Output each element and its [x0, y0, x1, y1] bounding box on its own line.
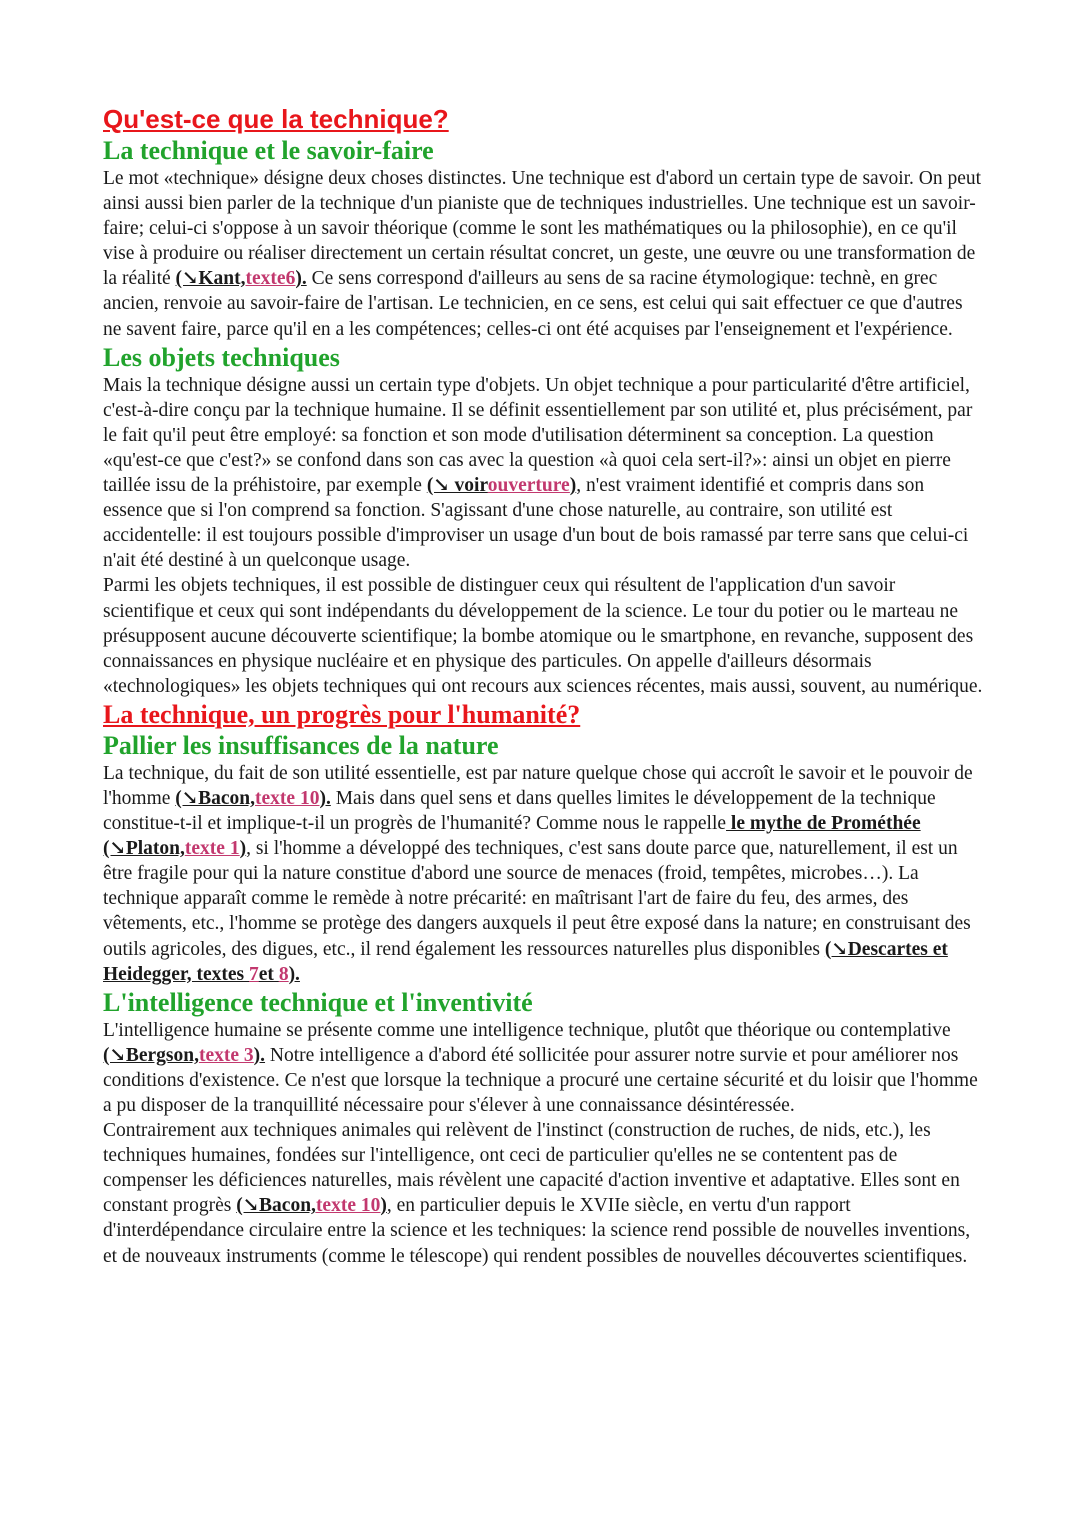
link-texte6[interactable]: texte6 [245, 268, 296, 290]
ref-bergson[interactable]: (↘Bergson,texte 3). [103, 1044, 266, 1066]
ref-bacon[interactable]: (↘Bacon,texte 10). [175, 787, 331, 809]
paragraph-text: La technique, du fait de son utilité essentielle, est par nature quelque chose qui accroît le savoir et le pouvoir de l'homme [103, 762, 973, 809]
paragraph-objets [103, 373, 983, 574]
heading-savoir-faire: La technique et le savoir-faire [103, 136, 434, 165]
section-title-technique: Qu'est-ce que la technique? [103, 104, 449, 134]
heading-objets-techniques: Les objets techniques [103, 342, 340, 372]
ref-descartes-heidegger[interactable]: (↘Descartes et Heidegger, textes 7et 8). [103, 938, 948, 985]
section-title-progres: La technique, un progrès pour l'humanité? [103, 699, 581, 729]
paragraph-text: Ce sens correspond d'ailleurs au sens de sa racine étymologique: technè, en grec ancien, renvoie au savoir-faire de l'artisan. Le technicien, en ce sens, est celui qui sait effectuer ce que d'autres ne savent faire, parce qu'il en a les compétences; celles-ci ont été acquises par l'enseignement et l'expérience. [103, 268, 963, 340]
ref-mythe-promethee[interactable]: le mythe de Prométhée [726, 813, 921, 835]
ref-platon[interactable]: (↘Platon,texte 1) [103, 838, 247, 860]
paragraph-text: Le mot «technique» désigne deux choses distinctes. Une technique est d'abord un certain type de savoir. On peut ainsi aussi bien parler de la technique d'un pianiste que de techniques industrielles. Une technique est un savoir-faire; celui-ci s'oppose à un savoir théorique (comme le sont les mathématiques ou la philosophie), en ce qu'il vise à produire ou réaliser directement un certain résultat concret, un geste, une œuvre ou une transformation de la réalité [103, 168, 982, 290]
link-texte10-2[interactable]: texte 10 [315, 1195, 381, 1217]
paragraph-text: Mais la technique désigne aussi un certain type d'objets. Un objet technique a pour particularité d'être artificiel, c'est-à-dire conçu par la technique humaine. Il se définit essentiellement par son utilité et, plus précisément, par le fait qu'il peut être employé: sa fonction et son mode d'utilisation déterminent sa conception. La question «qu'est-ce que c'est?» se confond dans son cas avec la question «à quoi cela sert-il?»: ainsi un objet en pierre taillée issu de la préhistoire, par exemple [103, 374, 973, 497]
link-texte10[interactable]: texte 10 [255, 787, 320, 809]
paragraph-text: , n'est vraiment identifié et compris dans son essence que si l'on comprend sa fonction. S'agissant d'une chose naturelle, au contraire, son utilité est accidentelle: il est toujours possible d'improviser un usage d'un bout de bois ramassé par terre sans que celui-ci n'ait été destiné à un quelconque usage. [103, 475, 969, 572]
paragraph-text: , en particulier depuis le XVIIe siècle, en vertu d'un rapport d'interdépendance circulaire entre la science et les techniques: la science rend possible de nouvelles inventions, et de nouveaux instruments (comme le télescope) qui rendent possibles de nouvelles découvertes scientifiques. [103, 1195, 971, 1267]
heading-intelligence: L'intelligence technique et l'inventivité [103, 987, 533, 1017]
document-page [103, 104, 983, 1269]
paragraph-text: , si l'homme a développé des techniques, c'est sans doute parce que, naturellement, il est un être fragile pour qui la nature constitue d'abord une source de menaces (froid, tempêtes, microbes…). La technique apparaît comme le remède à notre précarité: en maîtrisant l'art de faire du feu, des armes, des vêtements, etc., l'homme se protège des dangers auxquels il peut être exposé dans la nature; en construisant des outils agricoles, des digues, etc., il rend également les ressources naturelles plus disponibles [103, 838, 971, 960]
paragraph-text: Mais dans quel sens et dans quelles limites le développement de la technique constitue-t-il et implique-t-il un progrès de l'humanité? Comme nous le rappelle [103, 787, 936, 835]
paragraph-technologiques: Parmi les objets techniques, il est possible de distinguer ceux qui résultent de l'application d'un savoir scientifique et ceux qui sont indépendants du développement de la science. Le tour du potier ou le marteau ne présupposent aucune découverte scientifique; la bombe atomique ou le smartphone, en revanche, supposent des connaissances en physique nucléaire et en physique des particules. On appelle d'ailleurs désormais «technologiques» les objets techniques qui ont recours aux sciences récentes, mais aussi, souvent, au numérique. [103, 575, 983, 697]
ref-voir-ouverture[interactable]: (↘ voirouverture) [426, 475, 577, 497]
link-texte3[interactable]: texte 3 [198, 1044, 254, 1066]
link-texte1[interactable]: texte 1 [184, 838, 240, 860]
paragraph-text: Contrairement aux techniques animales qui relèvent de l'instinct (construction de ruches, de nids, etc.), les techniques humaines, fondées sur l'intelligence, ont ceci de particulier qu'elles ne se contentent pas de compenser les déficiences naturelles, mais révèlent une capacité d'action inventive et adaptative. Elles sont en constant progrès [103, 1120, 960, 1217]
paragraph-intelligence [103, 1018, 983, 1118]
ref-kant[interactable]: (↘Kant,texte6). [175, 268, 307, 290]
paragraph-text: L'intelligence humaine se présente comme une intelligence technique, plutôt que théorique ou contemplative [103, 1019, 951, 1041]
paragraph-pallier [103, 761, 983, 987]
link-ouverture[interactable]: ouverture [487, 475, 570, 497]
link-texte7[interactable]: 7 [249, 963, 259, 985]
ref-bacon-2[interactable]: (↘Bacon,texte 10) [236, 1195, 387, 1217]
paragraph-techniques-animales [103, 1118, 983, 1269]
heading-pallier: Pallier les insuffisances de la nature [103, 730, 499, 760]
paragraph-text: Notre intelligence a d'abord été sollicitée pour assurer notre survie et pour améliorer nos conditions d'existence. Ce n'est que lorsque la technique a procuré une certaine sécurité et du loisir que l'homme a pu disposer de la tranquillité nécessaire pour s'élever à une connaissance désintéressée. [103, 1044, 978, 1116]
paragraph-savoir-faire [103, 166, 983, 342]
link-texte8[interactable]: 8 [278, 963, 289, 985]
